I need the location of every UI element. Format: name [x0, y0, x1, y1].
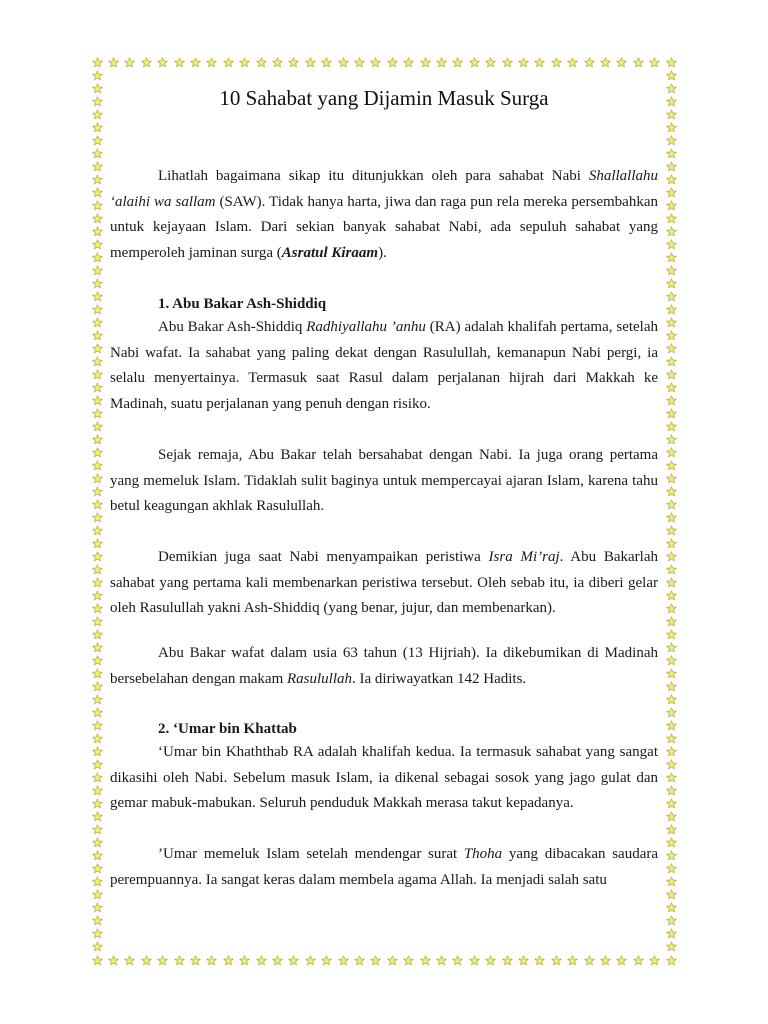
- star-icon: [666, 707, 677, 718]
- star-icon: [584, 57, 595, 68]
- star-icon: [666, 538, 677, 549]
- section-heading-umar: 2. ‘Umar bin Khattab: [158, 721, 297, 737]
- star-icon: [92, 850, 103, 861]
- star-icon: [92, 408, 103, 419]
- star-icon: [354, 955, 365, 966]
- paragraph-text: . Ia diriwayatkan 142 Hadits.: [352, 670, 527, 687]
- star-icon: [92, 915, 103, 926]
- star-icon: [666, 955, 677, 966]
- star-icon: [436, 57, 447, 68]
- star-icon: [485, 57, 496, 68]
- star-icon: [666, 915, 677, 926]
- star-icon: [272, 57, 283, 68]
- star-icon: [387, 955, 398, 966]
- star-icon: [666, 577, 677, 588]
- umar-paragraph-2: [110, 842, 658, 893]
- star-icon: [92, 252, 103, 263]
- star-icon: [92, 239, 103, 250]
- abu-bakar-paragraph-2: [110, 443, 658, 520]
- star-icon: [469, 57, 480, 68]
- star-icon: [92, 811, 103, 822]
- star-icon: [666, 759, 677, 770]
- star-icon: [666, 278, 677, 289]
- star-icon: [92, 577, 103, 588]
- star-icon: [92, 928, 103, 939]
- star-icon: [92, 343, 103, 354]
- star-icon: [92, 603, 103, 614]
- star-icon: [92, 668, 103, 679]
- star-icon: [649, 57, 660, 68]
- star-icon: [666, 135, 677, 146]
- star-icon: [108, 57, 119, 68]
- star-icon: [666, 148, 677, 159]
- star-icon: [92, 57, 103, 68]
- star-icon: [600, 57, 611, 68]
- star-icon: [338, 57, 349, 68]
- star-icon: [666, 239, 677, 250]
- star-icon: [666, 772, 677, 783]
- star-icon: [666, 876, 677, 887]
- paragraph-text: ’Umar memeluk Islam setelah mendengar surat: [158, 846, 464, 862]
- star-icon: [666, 200, 677, 211]
- star-icon: [666, 850, 677, 861]
- star-icon: [174, 955, 185, 966]
- star-icon: [666, 226, 677, 237]
- document-title: 10 Sahabat yang Dijamin Masuk Surga: [219, 86, 549, 110]
- paragraph-text: . Abu Bakarlah sahabat yang pertama kali membenarkan peristiwa tersebut. Oleh sebab itu, ia diberi gelar oleh Rasulullah yakni Ash-Shiddiq (yang benar, jujur, dan membenarkan).: [110, 549, 658, 617]
- star-icon: [666, 798, 677, 809]
- star-icon: [288, 955, 299, 966]
- star-icon: [502, 955, 513, 966]
- star-icon: [157, 57, 168, 68]
- star-icon: [666, 122, 677, 133]
- star-icon: [124, 955, 135, 966]
- star-icon: [666, 291, 677, 302]
- star-icon: [452, 57, 463, 68]
- star-icon: [92, 460, 103, 471]
- star-icon: [174, 57, 185, 68]
- star-icon: [534, 57, 545, 68]
- star-icon: [92, 70, 103, 81]
- star-icon: [666, 473, 677, 484]
- star-icon: [666, 642, 677, 653]
- intro-text: Lihatlah bagaimana sikap itu ditunjukkan oleh para sahabat Nabi: [158, 168, 589, 184]
- star-icon: [321, 955, 332, 966]
- abu-bakar-paragraph-3: [110, 545, 658, 622]
- star-icon: [92, 499, 103, 510]
- star-icon: [567, 57, 578, 68]
- star-icon: [92, 382, 103, 393]
- star-icon: [666, 720, 677, 731]
- paragraph-text: (RA) adalah khalifah pertama, setelah Nabi wafat. Ia sahabat yang paling dekat dengan Rasulullah, kemanapun Nabi pergi, ia selalu menyertainya. Termasuk saat Rasul dalam perjalanan hijrah dari Makkah ke Madinah, suatu perjalanan yang penuh dengan risiko.: [110, 319, 659, 412]
- star-icon: [666, 356, 677, 367]
- star-icon: [666, 369, 677, 380]
- star-icon: [92, 538, 103, 549]
- star-icon: [666, 616, 677, 627]
- star-icon: [666, 941, 677, 952]
- intro-bold-italic-term: Asratul Kiraam: [281, 244, 379, 261]
- star-icon: [92, 564, 103, 575]
- intro-text: (SAW). Tidak hanya harta, jiwa dan raga pun rela mereka persembahkan untuk kejayaan Islam. Dari sekian banyak sahabat Nabi, ada sepuluh sahabat yang memperoleh jaminan surga (: [110, 193, 658, 261]
- star-icon: [666, 668, 677, 679]
- star-icon: [92, 512, 103, 523]
- star-icon: [518, 57, 529, 68]
- star-icon: [92, 473, 103, 484]
- star-icon: [666, 824, 677, 835]
- star-icon: [92, 161, 103, 172]
- star-icon: [92, 876, 103, 887]
- star-icon: [666, 902, 677, 913]
- italic-term: Rasulullah: [287, 670, 353, 687]
- star-icon: [666, 655, 677, 666]
- star-icon: [141, 955, 152, 966]
- star-icon: [616, 955, 627, 966]
- star-icon: [92, 746, 103, 757]
- star-icon: [92, 226, 103, 237]
- paragraph-text: Abu Bakar Ash-Shiddiq: [158, 319, 307, 335]
- star-icon: [387, 57, 398, 68]
- star-icon: [92, 317, 103, 328]
- star-icon: [616, 57, 627, 68]
- star-icon: [223, 57, 234, 68]
- star-icon: [124, 57, 135, 68]
- star-icon: [92, 187, 103, 198]
- star-icon: [92, 889, 103, 900]
- star-icon: [666, 837, 677, 848]
- star-icon: [666, 746, 677, 757]
- star-icon: [190, 57, 201, 68]
- star-icon: [190, 955, 201, 966]
- star-icon: [666, 330, 677, 341]
- abu-bakar-paragraph-4: [110, 641, 658, 692]
- intro-italic-term: Shallallahu ‘alaihi wa sallam: [110, 168, 658, 210]
- star-icon: [370, 57, 381, 68]
- paragraph-text: ‘Umar bin Khaththab RA adalah khalifah kedua. Ia termasuk sahabat yang sangat dikasihi oleh Nabi. Sebelum masuk Islam, ia dikenal sebagai sosok yang jago gulat dan gemar mabuk-mabukan. Seluruh penduduk Makkah merasa takut kepadanya.: [110, 744, 658, 812]
- star-icon: [666, 343, 677, 354]
- star-icon: [92, 681, 103, 692]
- star-icon: [633, 955, 644, 966]
- star-icon: [666, 590, 677, 601]
- star-icon: [649, 955, 660, 966]
- star-icon: [666, 486, 677, 497]
- star-icon: [321, 57, 332, 68]
- star-icon: [288, 57, 299, 68]
- star-icon: [92, 213, 103, 224]
- star-icon: [92, 941, 103, 952]
- star-icon: [92, 863, 103, 874]
- star-icon: [666, 694, 677, 705]
- star-icon: [92, 434, 103, 445]
- star-icon: [206, 955, 217, 966]
- star-icon: [666, 499, 677, 510]
- star-icon: [92, 837, 103, 848]
- star-icon: [666, 57, 677, 68]
- star-icon: [420, 955, 431, 966]
- star-icon: [92, 148, 103, 159]
- star-icon: [551, 57, 562, 68]
- star-icon: [502, 57, 513, 68]
- star-icon: [92, 122, 103, 133]
- star-icon: [666, 265, 677, 276]
- star-icon: [436, 955, 447, 966]
- star-icon: [666, 252, 677, 263]
- star-icon: [666, 408, 677, 419]
- star-icon: [92, 733, 103, 744]
- star-icon: [92, 616, 103, 627]
- star-icon: [92, 772, 103, 783]
- italic-term: Isra Mi’raj: [488, 549, 560, 565]
- paragraph-text: yang dibacakan saudara perempuannya. Ia sangat keras dalam membela agama Allah. Ia menjadi salah satu: [110, 846, 659, 888]
- star-icon: [92, 955, 103, 966]
- star-icon: [92, 525, 103, 536]
- star-icon: [92, 278, 103, 289]
- star-icon: [666, 928, 677, 939]
- star-icon: [92, 135, 103, 146]
- star-icon: [305, 955, 316, 966]
- star-icon: [567, 955, 578, 966]
- star-icon: [666, 551, 677, 562]
- star-icon: [403, 955, 414, 966]
- star-icon: [92, 265, 103, 276]
- intro-text: ).: [378, 244, 387, 261]
- star-icon: [92, 642, 103, 653]
- star-icon: [666, 395, 677, 406]
- star-icon: [666, 187, 677, 198]
- star-icon: [485, 955, 496, 966]
- star-icon: [108, 955, 119, 966]
- star-icon: [92, 902, 103, 913]
- paragraph-text: Abu Bakar wafat dalam usia 63 tahun (13 Hijriah). Ia dikebumikan di Madinah bersebelahan dengan makam: [110, 645, 658, 687]
- star-icon: [633, 57, 644, 68]
- star-icon: [92, 759, 103, 770]
- star-icon: [256, 57, 267, 68]
- star-icon: [92, 395, 103, 406]
- star-icon: [92, 551, 103, 562]
- star-icon: [666, 317, 677, 328]
- star-icon: [92, 200, 103, 211]
- star-icon: [92, 655, 103, 666]
- star-icon: [534, 955, 545, 966]
- star-icon: [551, 955, 562, 966]
- star-icon: [584, 955, 595, 966]
- star-icon: [666, 382, 677, 393]
- star-icon: [600, 955, 611, 966]
- star-icon: [256, 955, 267, 966]
- star-icon: [354, 57, 365, 68]
- star-icon: [92, 590, 103, 601]
- star-icon: [666, 434, 677, 445]
- star-icon: [157, 955, 168, 966]
- star-icon: [666, 161, 677, 172]
- star-icon: [92, 447, 103, 458]
- star-icon: [305, 57, 316, 68]
- star-icon: [92, 720, 103, 731]
- star-icon: [92, 798, 103, 809]
- star-icon: [666, 785, 677, 796]
- star-icon: [666, 681, 677, 692]
- star-icon: [92, 824, 103, 835]
- star-icon: [666, 70, 677, 81]
- star-icon: [518, 955, 529, 966]
- star-icon: [666, 811, 677, 822]
- star-icon: [666, 889, 677, 900]
- italic-term: Radhiyallahu ’anhu: [306, 319, 426, 335]
- star-icon: [666, 863, 677, 874]
- star-icon: [92, 694, 103, 705]
- star-icon: [666, 213, 677, 224]
- star-icon: [666, 447, 677, 458]
- paragraph-text: Demikian juga saat Nabi menyampaikan peristiwa: [158, 549, 489, 565]
- star-icon: [666, 174, 677, 185]
- star-icon: [92, 369, 103, 380]
- star-icon: [338, 955, 349, 966]
- star-icon: [370, 955, 381, 966]
- star-icon: [420, 57, 431, 68]
- star-icon: [92, 356, 103, 367]
- star-icon: [666, 304, 677, 315]
- abu-bakar-paragraph-1: [110, 315, 658, 417]
- star-icon: [92, 291, 103, 302]
- star-icon: [666, 421, 677, 432]
- star-icon: [92, 174, 103, 185]
- star-icon: [666, 525, 677, 536]
- star-icon: [666, 603, 677, 614]
- star-icon: [403, 57, 414, 68]
- star-icon: [92, 421, 103, 432]
- star-icon: [92, 785, 103, 796]
- star-icon: [92, 304, 103, 315]
- star-icon: [92, 330, 103, 341]
- section-heading-abu-bakar: 1. Abu Bakar Ash-Shiddiq: [158, 296, 327, 312]
- italic-term: Thoha: [463, 846, 503, 862]
- star-icon: [272, 955, 283, 966]
- star-icon: [666, 512, 677, 523]
- star-icon: [223, 955, 234, 966]
- star-icon: [239, 955, 250, 966]
- star-icon: [92, 486, 103, 497]
- paragraph-text: Sejak remaja, Abu Bakar telah bersahabat dengan Nabi. Ia juga orang pertama yang memeluk Islam. Tidaklah sulit baginya untuk mempercayai ajaran Islam, karena tahu betul keagungan akhlak Rasulullah.: [110, 447, 658, 515]
- star-icon: [92, 629, 103, 640]
- umar-paragraph-1: [110, 740, 658, 817]
- star-icon: [666, 564, 677, 575]
- star-icon: [666, 460, 677, 471]
- star-icon: [141, 57, 152, 68]
- star-icon: [666, 733, 677, 744]
- star-icon: [92, 707, 103, 718]
- star-icon: [469, 955, 480, 966]
- intro-paragraph: [110, 164, 658, 266]
- star-icon: [239, 57, 250, 68]
- star-icon: [452, 955, 463, 966]
- star-icon: [666, 629, 677, 640]
- star-icon: [206, 57, 217, 68]
